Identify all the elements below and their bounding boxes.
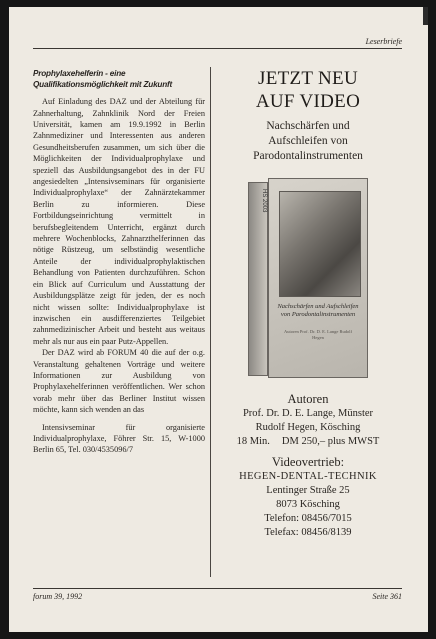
page-footer [33,588,402,601]
vertrieb-heading: Videovertrieb: [271,455,345,469]
section-label: Leserbriefe [365,37,402,46]
author-line: Prof. Dr. D. E. Lange, Münster [242,408,374,419]
company-name: HEGEN-DENTAL-TECHNIK [239,471,377,482]
vertrieb-address [214,470,402,540]
fax-number: Telefax: 08456/8139 [264,527,352,538]
city-address: 8073 Kösching [276,499,340,510]
article-paragraph: Auf Einladung des DAZ und der Abteilung für Zahnerhaltung, Zahnklinik Nord der Freien Universität, kamen am 19.9.1992 in Berlin Zahnmediziner und Interessenten aus anderen Gesundheitsberufen zusammen, um sich über die Möglichkeiten der Individualprophylaxe und speziell das Ausbildungsangebot des in der FU angesiedelten „Intensivseminars für organisierte Individualprophylaxe“ der Zahnärztekammer Berlin zu informieren. Diese Fortbildungseinrichtung vermittelt in berufsbegleitendem Unterricht, ergänzt durch mehrere Wochenblocks, Zahnarzthelferinnen das nötige Rüstzeug, um selbständig wesentliche Anteile der individualprophylaktischen Behandlung von Patienten durchzuführen. Schon ein Blick auf Curriculum und Ausstattung der Ausbildungsplätze zeigt für jeden, der es noch nicht wissen sollte: Individualprophylaxe ist inzwischen ein ausdifferenziertes Teilgebiet zahnmedizinischer Arbeit und besteht aus weitaus mehr als nur aus ein paar Putz-Appellen. [33,97,205,346]
ad-subtitle-line: Parodontalinstrumenten [253,150,363,162]
ad-headline-line: JETZT NEU [258,68,358,89]
page-number: Seite 361 [372,592,402,601]
ad-headline [214,67,402,113]
column-divider [210,67,211,577]
magazine-page [9,7,428,632]
ad-headline-line: AUF VIDEO [255,91,361,112]
issue-label: forum 39, 1992 [33,592,83,601]
duration-price [214,435,402,449]
cassette-cover [268,178,368,378]
cover-credits: Autoren Prof. Dr. D. E. Lange Rudolf Hegen [284,329,352,340]
article-paragraph: Der DAZ wird ab FORUM 40 die auf der o.g. Veranstaltung gehaltenen Vorträge und weitere Informationen zur Ausbildung von Prophylaxehelferinnen veröffentlichen. Wer schon vorab mehr über das Berliner Institut wissen möchte, kann sich wenden an das [33,348,205,415]
ad-subtitle-line: Nachschärfen und [266,120,350,132]
video-cassette-image [248,178,368,378]
ad-subtitle-line: Aufschleifen von [268,135,348,147]
cover-title: Nachschärfen und Aufschleifen von Parodontalinstrumenten [277,303,359,318]
video-advertisement [214,67,402,540]
authors-heading: Autoren [287,392,329,406]
video-price: DM 250,– plus MWST [281,436,380,447]
article-address: Intensivseminar für organisierte Individualprophylaxe, Föhrer Str. 15, W-1000 Berlin 65, Tel. 030/4535096/7 [33,422,205,455]
video-duration: 18 Min. [236,436,270,447]
cover-photo [279,191,361,297]
author-line: Rudolf Hegen, Kösching [255,422,361,433]
ad-subtitle [214,119,402,164]
article-title: Prophylaxehelferin - eine Qualifikationsmöglichkeit mit Zukunft [33,69,173,89]
page-edge-tab [423,7,428,25]
phone-number: Telefon: 08456/7015 [264,513,352,524]
cassette-spine: HS 2003 [248,182,268,376]
page-header [33,37,402,49]
street-address: Lentinger Straße 25 [266,485,350,496]
article-column [33,69,205,456]
